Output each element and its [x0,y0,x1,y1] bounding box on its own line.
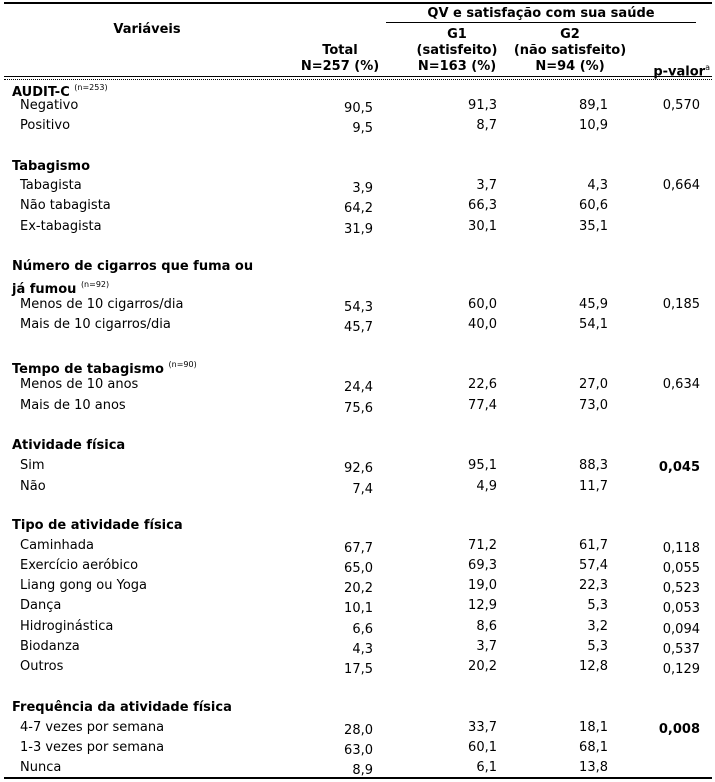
section-title-cigarros [12,258,253,276]
row-label: Outros [20,659,64,674]
table-row [0,316,715,334]
table-row [0,597,715,615]
cell-g1: 66,3 [468,198,497,213]
header-pvalor-sup: a [705,63,710,72]
cell-total: 65,0 [344,561,373,576]
cell-g1: 30,1 [468,219,497,234]
cell-g2: 89,1 [579,98,608,113]
cell-g2: 10,9 [579,118,608,133]
cell-g1: 8,7 [476,118,497,133]
header-g1-2: (satisfeito) [416,43,498,58]
cell-total: 31,9 [344,222,373,237]
cell-g2: 5,3 [587,639,608,654]
table-row [0,177,715,195]
cell-total: 24,4 [344,380,373,395]
cell-g1: 60,1 [468,740,497,755]
table-row [0,117,715,135]
cell-g1: 20,2 [468,659,497,674]
table-row [0,397,715,415]
row-label: Dança [20,598,62,613]
section-title-tipo-atividade [12,517,183,535]
row-label: 4-7 vezes por semana [20,720,165,735]
cell-total: 64,2 [344,201,373,216]
row-label: Tabagista [20,178,82,193]
cell-g1: 19,0 [468,578,497,593]
cell-g2: 5,3 [587,598,608,613]
cell-g1: 22,6 [468,377,497,392]
section-title-text: Tipo de atividade física [12,518,183,533]
header-group-title: QV e satisfação com sua saúde [427,6,655,21]
cell-total: 28,0 [344,723,373,738]
cell-g1: 77,4 [468,398,497,413]
header-total-2: N=257 (%) [300,59,380,74]
row-label: Nunca [20,760,62,775]
table-row [0,97,715,115]
section-title-text: Tempo de tabagismo [12,362,164,377]
cell-pvalue: 0,008 [658,722,700,737]
row-label: Hidroginástica [20,619,114,634]
cell-pvalue: 0,523 [662,581,700,596]
section-note: (n=253) [74,83,108,92]
cell-g1: 40,0 [468,317,497,332]
cell-g1: 8,6 [476,619,497,634]
cell-total: 90,5 [344,101,373,116]
table-row [0,218,715,236]
table-row [0,296,715,314]
cell-pvalue: 0,055 [662,561,700,576]
cell-total: 3,9 [352,181,373,196]
header-pvalor-text: p-valor [653,64,706,80]
cell-g2: 27,0 [579,377,608,392]
row-label: Exercício aeróbico [20,558,139,573]
cell-pvalue: 0,664 [662,178,700,193]
header-pvalor [644,60,710,80]
row-label: Não [20,479,46,494]
table-row [0,618,715,636]
cell-g2: 88,3 [579,458,608,473]
row-label: Caminhada [20,538,94,553]
cell-total: 54,3 [344,300,373,315]
cell-g2: 54,1 [579,317,608,332]
header-g2-2: (não satisfeito) [513,43,627,58]
table-row [0,457,715,475]
header-g1-1: G1 [447,27,467,42]
row-label: Sim [20,458,45,473]
header-variaveis: Variáveis [113,22,181,37]
cell-total: 17,5 [344,662,373,677]
cell-g1: 60,0 [468,297,497,312]
cell-g1: 71,2 [468,538,497,553]
cell-pvalue: 0,129 [662,662,700,677]
cell-g2: 11,7 [579,479,608,494]
table-row [0,557,715,575]
top-rule [4,2,712,4]
cell-pvalue: 0,045 [658,460,700,475]
cell-pvalue: 0,634 [662,377,700,392]
cell-g2: 35,1 [579,219,608,234]
row-label: Não tabagista [20,198,111,213]
cell-g1: 6,1 [476,760,497,775]
cell-total: 10,1 [344,601,373,616]
row-label: Menos de 10 anos [20,377,139,392]
cell-g2: 18,1 [579,720,608,735]
table-row [0,197,715,215]
table-row [0,759,715,777]
header-g1-3: N=163 (%) [417,59,497,74]
group-underline [386,22,696,23]
cell-g1: 3,7 [476,639,497,654]
cell-g2: 45,9 [579,297,608,312]
row-label: Biodanza [20,639,80,654]
cell-g2: 4,3 [587,178,608,193]
cell-total: 92,6 [344,461,373,476]
section-title-text: Frequência da atividade física [12,700,232,715]
section-note: (n=92) [80,280,110,289]
section-title-frequencia [12,699,232,717]
cell-g1: 69,3 [468,558,497,573]
cell-g1: 95,1 [468,458,497,473]
table-row [0,739,715,757]
row-label: Negativo [20,98,79,113]
cell-pvalue: 0,537 [662,642,700,657]
cell-g2: 68,1 [579,740,608,755]
table-row [0,658,715,676]
cell-total: 20,2 [344,581,373,596]
section-note: (n=90) [168,360,197,369]
row-label: Positivo [20,118,71,133]
header-g2-1: G2 [560,27,580,42]
cell-g2: 60,6 [579,198,608,213]
cell-g2: 3,2 [587,619,608,634]
cell-pvalue: 0,094 [662,622,700,637]
header-bottom-rule [4,76,712,77]
cell-g2: 13,8 [579,760,608,775]
cell-total: 8,9 [352,763,373,778]
cell-g1: 91,3 [468,98,497,113]
header-total-1: Total [322,43,358,58]
cell-pvalue: 0,053 [662,601,700,616]
section-title-text: Número de cigarros que fuma ou [12,259,254,274]
cell-total: 6,6 [352,622,373,637]
cell-pvalue: 0,185 [662,297,700,312]
cell-g2: 73,0 [579,398,608,413]
cell-total: 4,3 [352,642,373,657]
section-title-text: Atividade física [12,438,126,453]
row-label: Ex-tabagista [20,219,102,234]
row-label: Mais de 10 cigarros/dia [20,317,171,332]
table-row [0,478,715,496]
section-title-tabagismo [12,158,90,176]
cell-g2: 22,3 [579,578,608,593]
row-label: 1-3 vezes por semana [20,740,165,755]
header-dotted-rule [4,79,712,80]
table-row [0,537,715,555]
table-row [0,577,715,595]
cell-g1: 33,7 [468,720,497,735]
row-label: Menos de 10 cigarros/dia [20,297,184,312]
cell-g1: 3,7 [476,178,497,193]
table-row [0,719,715,737]
bottom-rule [4,777,712,779]
cell-total: 67,7 [344,541,373,556]
section-title-atividade [12,437,125,455]
section-title-text: Tabagismo [12,159,91,174]
table-row [0,376,715,394]
cell-g1: 4,9 [476,479,497,494]
table-row [0,638,715,656]
cell-g2: 12,8 [579,659,608,674]
cell-g2: 61,7 [579,538,608,553]
cell-total: 63,0 [344,743,373,758]
cell-total: 45,7 [344,320,373,335]
cell-g1: 12,9 [468,598,497,613]
section-title-text: AUDIT-C [12,85,70,100]
cell-pvalue: 0,118 [662,541,700,556]
header-g2-3: N=94 (%) [535,59,605,74]
cell-total: 9,5 [352,121,373,136]
cell-total: 7,4 [352,482,373,497]
cell-pvalue: 0,570 [662,98,700,113]
section-title-text: já fumou [12,282,77,297]
row-label: Liang gong ou Yoga [20,578,147,593]
cell-g2: 57,4 [579,558,608,573]
row-label: Mais de 10 anos [20,398,126,413]
cell-total: 75,6 [344,401,373,416]
